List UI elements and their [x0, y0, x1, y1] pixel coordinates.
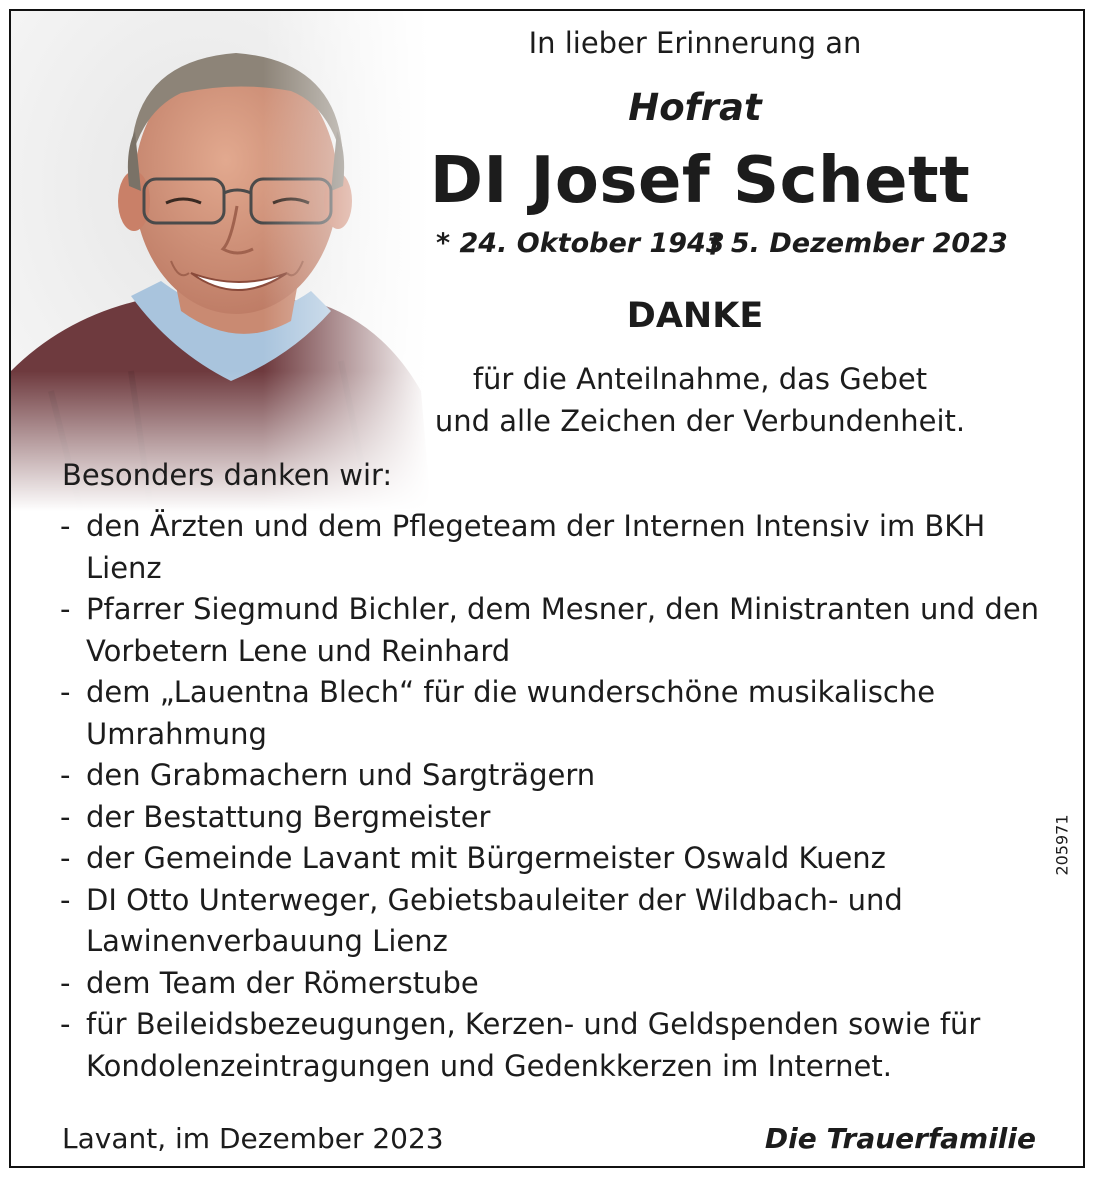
list-dash: - [60, 675, 71, 709]
signature: Die Trauerfamilie [764, 1122, 1036, 1155]
list-item-text: dem „Lauentna Blech“ für die wunderschöne musikalische Umrahmung [86, 675, 936, 751]
list-item [60, 589, 1050, 672]
list-item-text: der Bestattung Bergmeister [86, 799, 491, 834]
list-item-text: den Ärzten und dem Pflegeteam der Internen Intensiv im BKH Lienz [86, 509, 986, 585]
list-item [60, 672, 1050, 755]
list-dash: - [60, 841, 71, 875]
list-item [60, 963, 1050, 1005]
thanks-line-1: für die Anteilnahme, das Gebet [472, 362, 928, 396]
thanks-list [60, 506, 1050, 1087]
list-item [60, 755, 1050, 797]
list-intro: Besonders danken wir: [62, 458, 393, 492]
place-date: Lavant, im Dezember 2023 [62, 1122, 444, 1155]
danke-heading: DANKE [626, 296, 764, 336]
list-item [60, 1004, 1050, 1087]
portrait-photo [11, 11, 431, 511]
list-item-text: dem Team der Römerstube [86, 965, 479, 1000]
ad-number: 205971 [1052, 814, 1072, 876]
list-dash: - [60, 509, 71, 543]
list-dash: - [60, 592, 71, 626]
list-item-text: der Gemeinde Lavant mit Bürgermeister Oswald Kuenz [86, 841, 886, 875]
list-dash: - [60, 758, 71, 792]
list-item-text: für Beileidsbezeugungen, Kerzen- und Geldspenden sowie für Kondolenzeintragungen und Gedenkkerzen im Internet. [86, 1007, 981, 1083]
list-dash: - [60, 1007, 71, 1041]
list-dash: - [60, 799, 71, 834]
deceased-name: DI Josef Schett [429, 144, 971, 218]
intro-text: In lieber Erinnerung an [528, 26, 862, 60]
list-dash: - [60, 882, 71, 917]
thanks-message [400, 358, 1000, 442]
list-item-text: den Grabmachern und Sargträgern [86, 758, 596, 792]
list-item-text: Pfarrer Siegmund Bichler, dem Mesner, den Ministranten und den Vorbetern Lene und Reinhard [86, 592, 1040, 668]
list-item [60, 838, 1050, 880]
list-item-text: DI Otto Unterweger, Gebietsbauleiter der Wildbach- und Lawinenverbauung Lienz [86, 882, 903, 958]
honorific-title: Hofrat [628, 86, 762, 129]
list-item [60, 797, 1050, 839]
list-dash: - [60, 965, 71, 1000]
list-item [60, 506, 1050, 589]
thanks-line-2: und alle Zeichen der Verbundenheit. [434, 404, 966, 438]
death-date: † 5. Dezember 2023 [708, 228, 1008, 259]
list-item [60, 880, 1050, 963]
birth-date: * 24. Oktober 1943 [436, 228, 725, 259]
